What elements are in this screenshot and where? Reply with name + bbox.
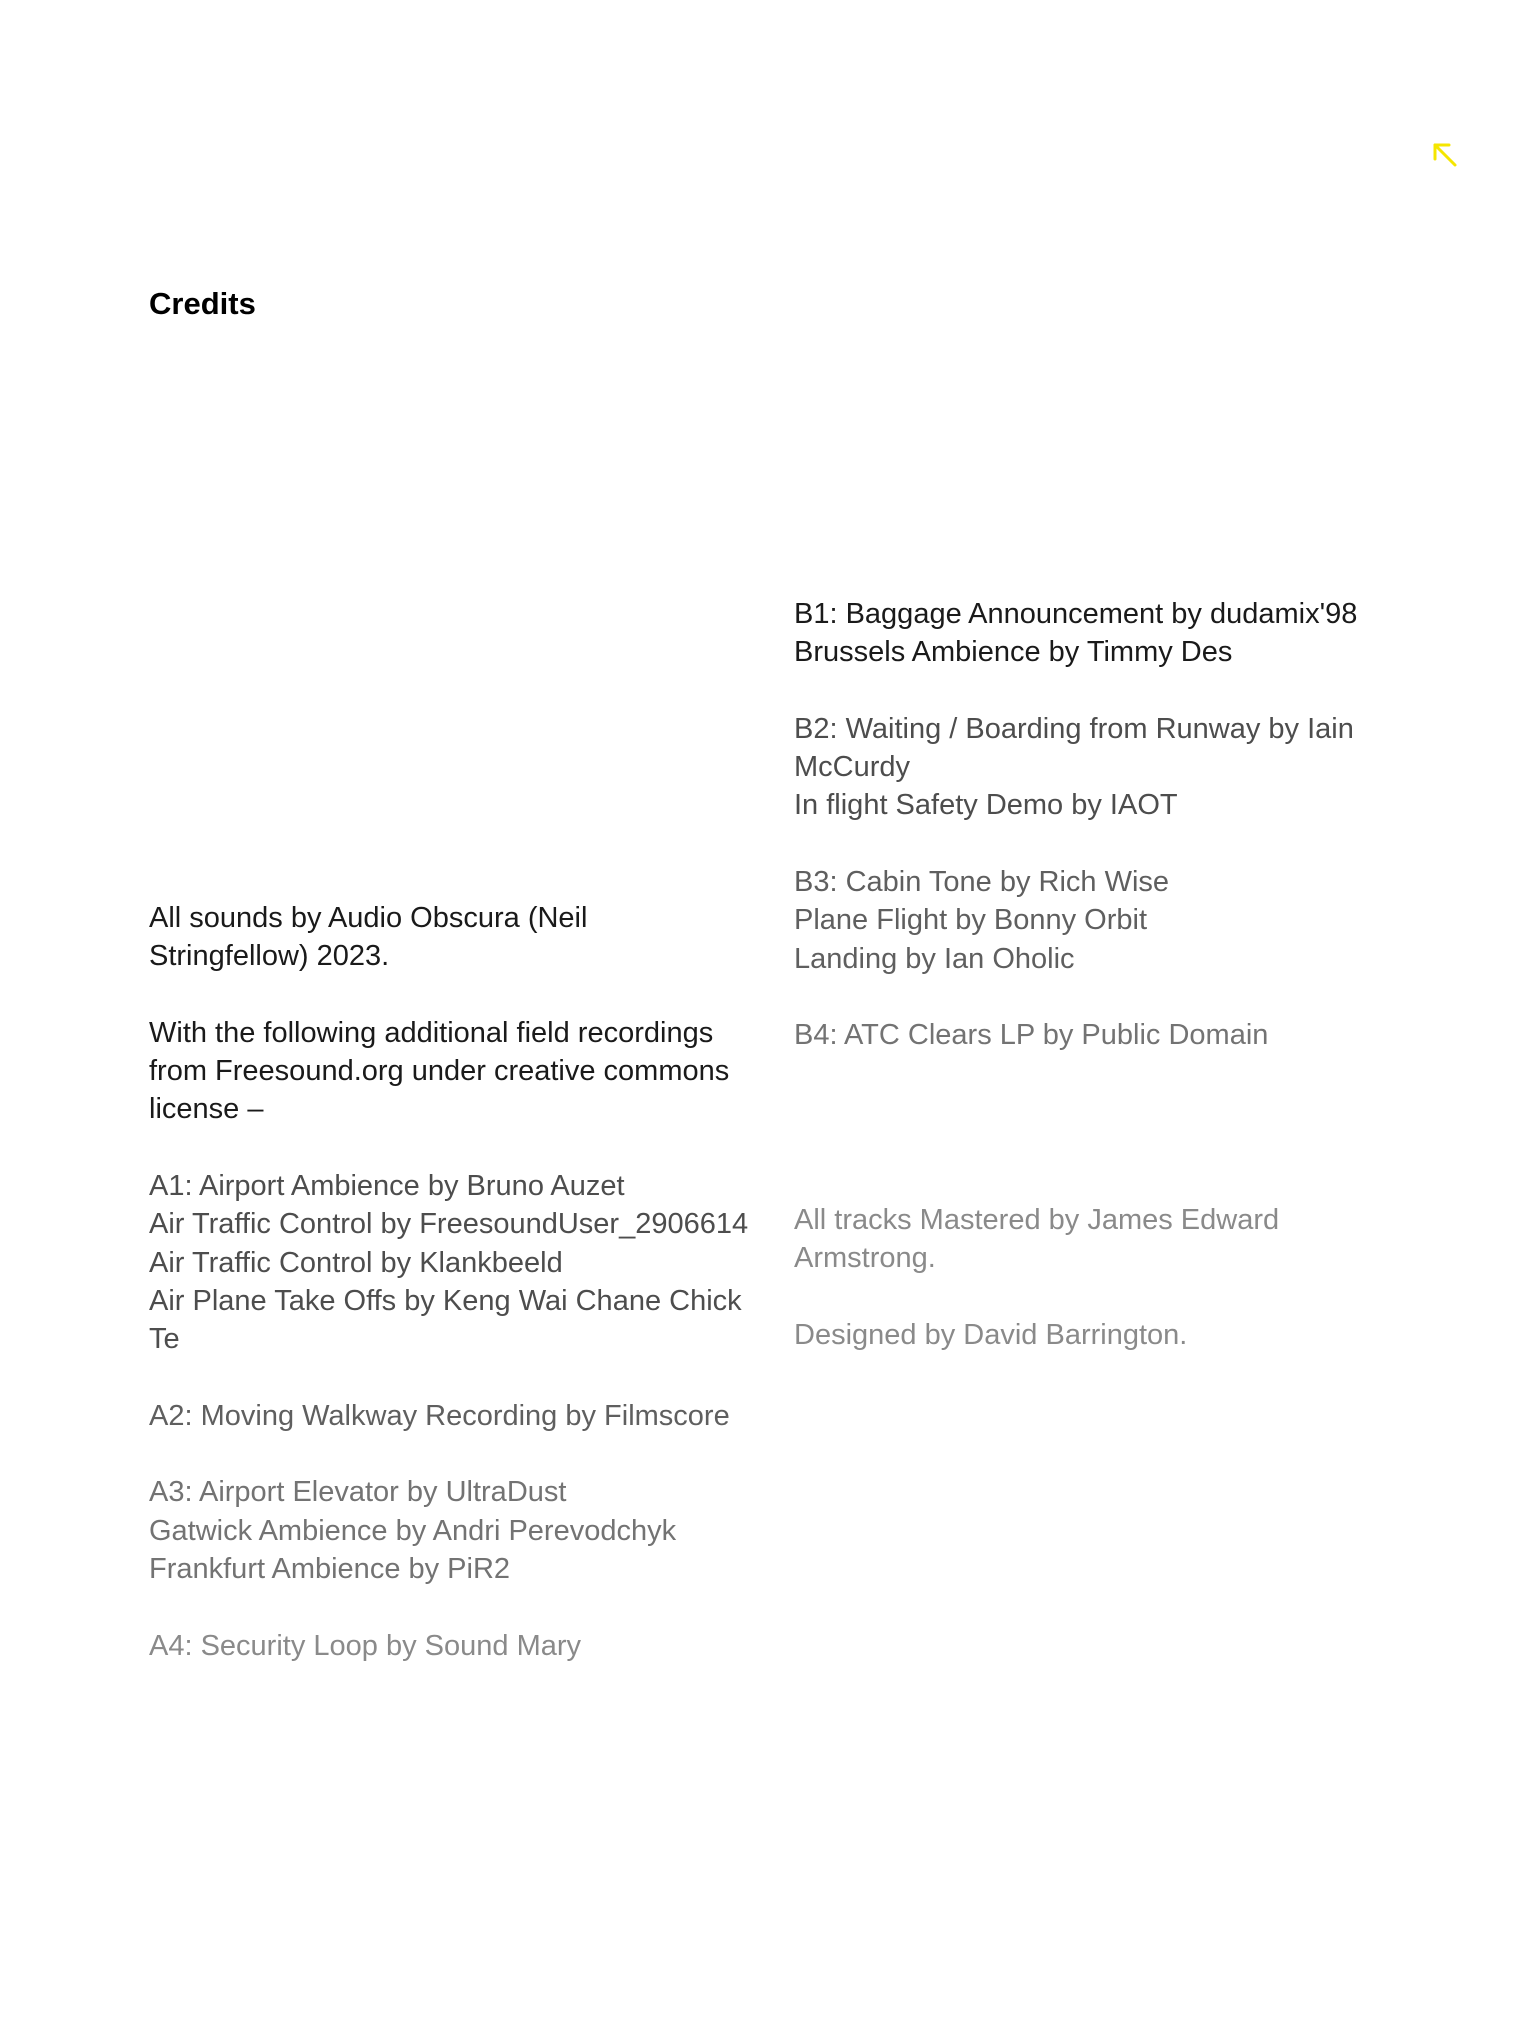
freesound-intro-text: With the following additional field recordings from Freesound.org under creative commons license – [149, 1016, 730, 1126]
credit-line: A2: Moving Walkway Recording by Filmscore [149, 1399, 730, 1432]
design-credit-block [794, 1316, 1414, 1354]
credit-line: B4: ATC Clears LP by Public Domain [794, 1019, 1269, 1052]
arrow-up-left-icon [1427, 137, 1463, 173]
credit-line: In flight Safety Demo by IAOT [794, 789, 1178, 822]
production-credits [794, 1201, 1414, 1354]
track-b2-credits [794, 710, 1414, 825]
credit-line: Brussels Ambience by Timmy Des [794, 636, 1233, 669]
mastering-credit: All tracks Mastered by James Edward Armstrong. [794, 1204, 1280, 1275]
intro-text: All sounds by Audio Obscura (Neil Stringfellow) 2023. [149, 902, 588, 973]
credit-line: A4: Security Loop by Sound Mary [149, 1629, 582, 1662]
design-credit: Designed by David Barrington. [794, 1318, 1188, 1351]
credits-right-column [794, 595, 1414, 1055]
credits-left-column [149, 899, 749, 1665]
track-a2-credits [149, 1397, 749, 1435]
credit-line: Landing by Ian Oholic [794, 942, 1075, 975]
track-b4-credits [794, 1016, 1414, 1054]
track-a1-credits [149, 1167, 749, 1358]
track-a4-credits [149, 1627, 749, 1665]
credit-line: Air Plane Take Offs by Keng Wai Chane Chick Te [149, 1284, 742, 1356]
credit-line: B3: Cabin Tone by Rich Wise [794, 866, 1170, 899]
page-title: Credits [149, 286, 256, 321]
credit-line: Air Traffic Control by Klankbeeld [149, 1246, 563, 1279]
credit-line: Plane Flight by Bonny Orbit [794, 904, 1148, 937]
back-link[interactable] [1427, 137, 1463, 173]
track-b3-credits [794, 863, 1414, 978]
mastering-credit-block [794, 1201, 1414, 1278]
track-a3-credits [149, 1473, 749, 1588]
credit-line: Frankfurt Ambience by PiR2 [149, 1553, 511, 1586]
credit-line: Air Traffic Control by FreesoundUser_2906614 [149, 1208, 749, 1241]
intro-block [149, 899, 749, 976]
freesound-intro-block [149, 1014, 749, 1129]
credit-line: B1: Baggage Announcement by dudamix'98 [794, 598, 1358, 630]
credit-line: Gatwick Ambience by Andri Perevodchyk [149, 1514, 677, 1547]
credit-line: A1: Airport Ambience by Bruno Auzet [149, 1170, 625, 1203]
credit-line: B2: Waiting / Boarding from Runway by Iain McCurdy [794, 712, 1354, 784]
credit-line: A3: Airport Elevator by UltraDust [149, 1476, 567, 1509]
track-b1-credits [794, 595, 1414, 672]
